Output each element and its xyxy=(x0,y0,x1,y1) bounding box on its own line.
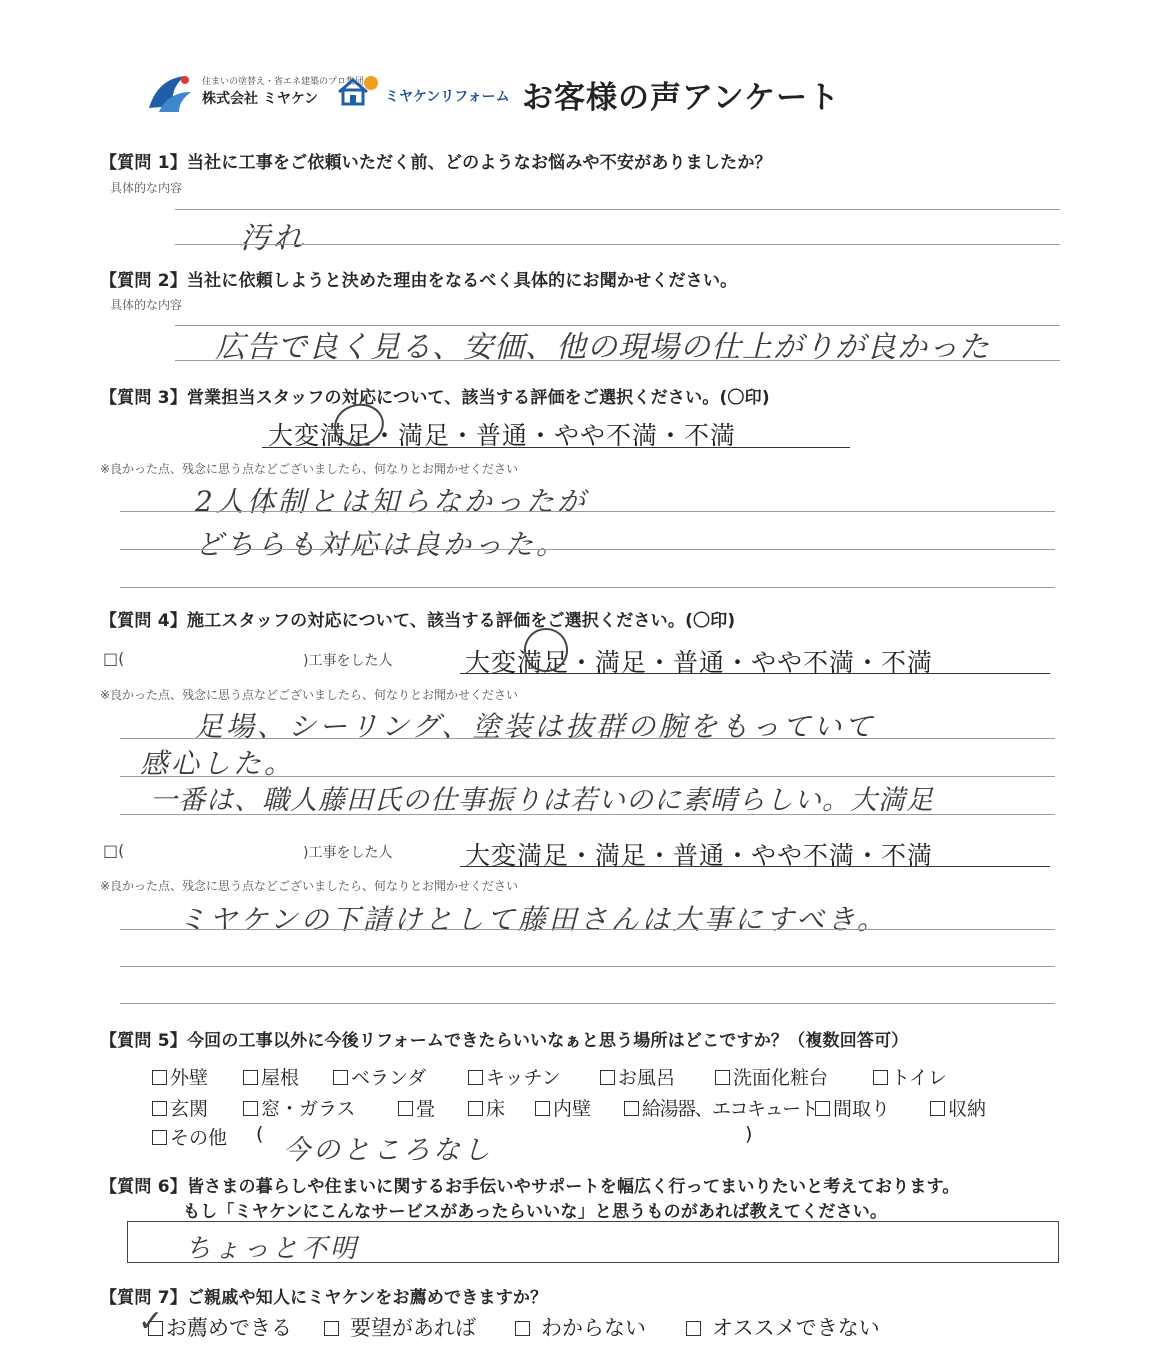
company-name: 株式会社 ミヤケン xyxy=(202,91,319,107)
question-2-answer-line-1 xyxy=(175,325,1060,326)
reform-other-close-paren: ) xyxy=(745,1123,753,1145)
question-6-label-line-2: もし「ミヤケンにこんなサービスがあったらいいな」と思うものがあれば教えてください。 xyxy=(183,1202,888,1222)
reform-option-storage[interactable]: 収納 xyxy=(930,1094,986,1121)
worker-1-rating-underline xyxy=(460,673,1050,674)
reform-option-floor[interactable]: 床 xyxy=(468,1094,505,1121)
reform-option-veranda[interactable]: ベランダ xyxy=(333,1063,426,1090)
worker-1-answer-line-b xyxy=(120,776,1055,777)
reform-option-layout[interactable]: 間取り xyxy=(815,1094,890,1121)
question-3-comment-label: ※良かった点、残念に思う点などございましたら、何なりとお聞かせください xyxy=(100,462,519,476)
question-2-detail-label: 具体的な内容 xyxy=(110,298,183,312)
reform-option-interior-wall[interactable]: 内壁 xyxy=(535,1094,591,1121)
worker-2-answer-line-c xyxy=(120,1003,1055,1004)
worker-1-label: )工事をした人 xyxy=(303,653,393,669)
logo-tagline: 住まいの塗替え・省エネ建築のプロ集団 xyxy=(202,77,365,87)
worker-2-answer-line-b xyxy=(120,966,1055,967)
reform-option-roof[interactable]: 屋根 xyxy=(243,1063,299,1090)
reform-option-exterior-wall[interactable]: 外壁 xyxy=(152,1063,208,1090)
worker-2-comment-label: ※良かった点、残念に思う点などございましたら、何なりとお聞かせください xyxy=(100,879,519,893)
question-6-answer: ちょっと不明 xyxy=(185,1234,360,1264)
reform-option-vanity[interactable]: 洗面化粧台 xyxy=(715,1063,828,1090)
worker-2-answer-line-a xyxy=(120,929,1055,930)
question-1-label: 【質問 1】当社に工事をご依頼いただく前、どのようなお悩みや不安がありましたか？ xyxy=(100,153,772,173)
question-3-label: 【質問 3】営業担当スタッフの対応について、該当する評価をご選択ください。(〇印) xyxy=(100,388,770,408)
reform-other-open-paren: ( xyxy=(256,1123,264,1145)
worker-1-answer-line-c xyxy=(120,814,1055,815)
reform-option-water-heater[interactable]: 給湯器、エコキュート xyxy=(624,1094,817,1121)
recommend-option-yes[interactable]: お薦めできる xyxy=(148,1312,292,1342)
question-3-answer-line-a xyxy=(120,511,1055,512)
reform-brand-name: ミヤケンリフォーム xyxy=(385,89,510,105)
reform-option-window-glass[interactable]: 窓・ガラス xyxy=(243,1094,355,1121)
question-4-label: 【質問 4】施工スタッフの対応について、該当する評価をご選択ください。(〇印) xyxy=(100,611,736,631)
worker-1-rating-scale[interactable]: 大変満足・満足・普通・やや不満・不満 xyxy=(465,648,934,677)
reform-logo-icon xyxy=(337,74,381,106)
worker-2-label: )工事をした人 xyxy=(303,845,393,861)
recommend-option-no[interactable]: オススメできない xyxy=(686,1312,880,1342)
worker-1-checkbox-prefix[interactable]: □( xyxy=(103,649,125,668)
reform-option-kitchen[interactable]: キッチン xyxy=(468,1063,561,1090)
question-1-answer-line-1 xyxy=(175,209,1060,210)
question-3-answer-line-1: 2人体制とは知らなかったが xyxy=(195,485,588,518)
recommend-option-if-requested[interactable]: 要望があれば xyxy=(324,1312,476,1342)
question-2-answer-line-2 xyxy=(175,360,1060,361)
question-6-label-line-1: 【質問 6】皆さまの暮らしや住まいに関するお手伝いやサポートを幅広く行ってまいりたいと考えております。 xyxy=(100,1177,960,1197)
reform-option-entrance[interactable]: 玄関 xyxy=(152,1094,208,1121)
worker-1-comment-label: ※良かった点、残念に思う点などございましたら、何なりとお聞かせください xyxy=(100,688,519,702)
question-1-detail-label: 具体的な内容 xyxy=(110,181,183,195)
worker-2-checkbox-prefix[interactable]: □( xyxy=(103,841,125,860)
question-3-answer-line-c xyxy=(120,587,1055,588)
reform-option-tatami[interactable]: 畳 xyxy=(398,1094,435,1121)
worker-1-answer-line-2: 感心した。 xyxy=(140,747,296,780)
question-5-label: 【質問 5】今回の工事以外に今後リフォームできたらいいなぁと思う場所はどこですか？（複数回答可） xyxy=(100,1031,909,1051)
worker-2-answer-line-1: ミヤケンの下請けとして藤田さんは大事にすべき。 xyxy=(178,903,888,936)
reform-option-other[interactable]: その他 xyxy=(152,1123,227,1150)
question-7-label: 【質問 7】ご親戚や知人にミヤケンをお薦めできますか？ xyxy=(100,1288,548,1308)
worker-2-rating-underline xyxy=(460,866,1050,867)
worker-1-answer-line-a xyxy=(120,738,1055,739)
question-1-answer-line-2 xyxy=(175,244,1060,245)
question-3-answer-line-b xyxy=(120,549,1055,550)
question-3-rating-underline xyxy=(262,447,850,448)
question-3-rating-scale[interactable]: 大変満足・満足・普通・やや不満・不満 xyxy=(268,421,737,450)
reform-other-answer: 今のところなし xyxy=(283,1135,493,1166)
question-3-answer-line-2: どちらも対応は良かった。 xyxy=(195,528,568,561)
question-1-answer: 汚れ xyxy=(240,221,306,256)
miyaken-logo-mark xyxy=(145,68,197,116)
recommend-yes-check-mark: ✓ xyxy=(138,1304,164,1339)
worker-2-rating-scale[interactable]: 大変満足・満足・普通・やや不満・不満 xyxy=(465,841,934,870)
worker-1-answer-line-3: 一番は、職人藤田氏の仕事振りは若いのに素晴らしい。大満足 xyxy=(150,785,934,816)
question-2-answer: 広告で良く見る、安価、他の現場の仕上がりが良かった xyxy=(215,330,990,365)
question-2-label: 【質問 2】当社に依頼しようと決めた理由をなるべく具体的にお聞かせください。 xyxy=(100,271,738,291)
page-title: お客様の声アンケート xyxy=(522,80,841,116)
reform-option-bath[interactable]: お風呂 xyxy=(600,1063,675,1090)
worker-1-answer-line-1: 足場、シーリング、塗装は抜群の腕をもっていて xyxy=(195,710,876,743)
reform-option-toilet[interactable]: トイレ xyxy=(873,1063,947,1090)
recommend-option-unsure[interactable]: わからない xyxy=(515,1312,646,1342)
